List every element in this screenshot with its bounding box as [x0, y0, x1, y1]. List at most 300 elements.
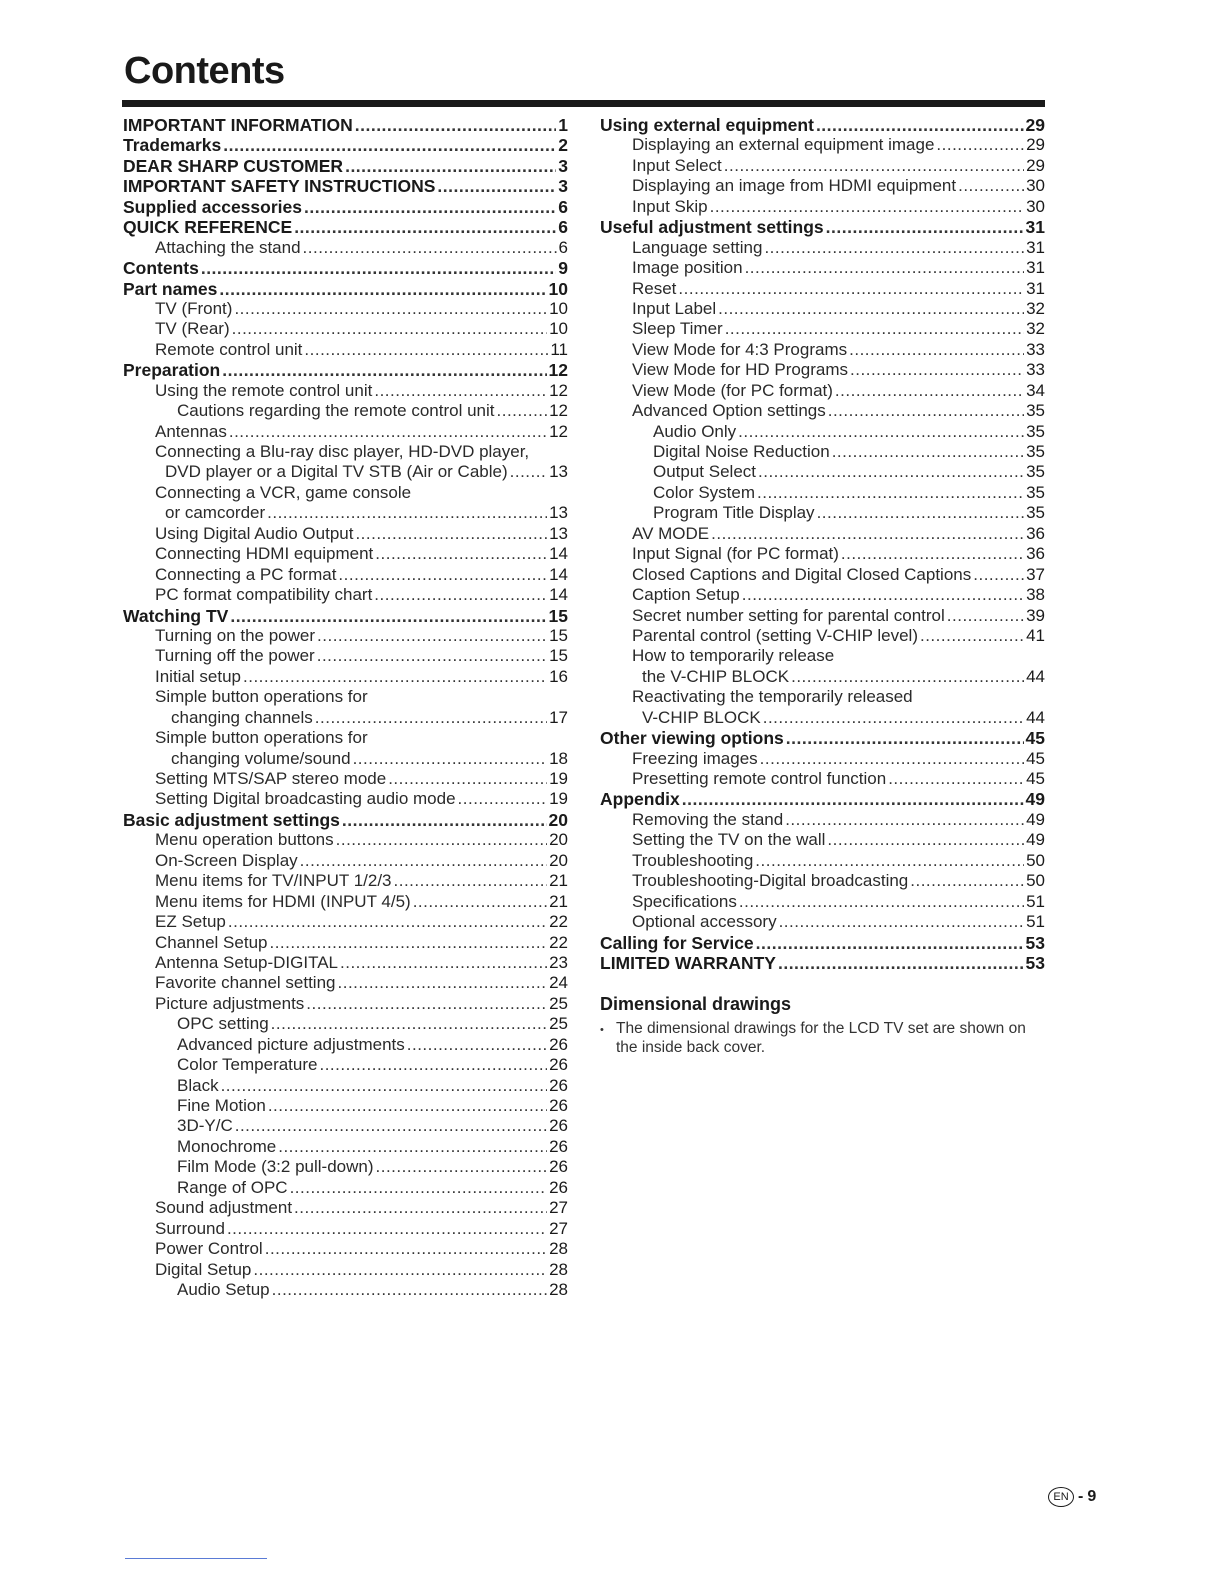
- toc-leader-dots: [832, 442, 1024, 462]
- toc-leader-dots: [234, 299, 547, 319]
- toc-entry[interactable]: [600, 626, 1045, 646]
- toc-entry-title: DVD player or a Digital TV STB (Air or Cable): [165, 462, 508, 482]
- toc-entry-title: Sleep Timer: [632, 319, 723, 339]
- toc-entry-title: Monochrome: [177, 1136, 277, 1156]
- toc-entry-title: IMPORTANT SAFETY INSTRUCTIONS: [123, 176, 436, 197]
- toc-entry-page: 29: [1026, 135, 1045, 155]
- toc-entry[interactable]: [123, 646, 568, 666]
- toc-entry-page: 28: [549, 1259, 568, 1279]
- toc-leader-dots: [757, 483, 1024, 503]
- toc-entry-page: 15: [549, 646, 568, 666]
- toc-entry[interactable]: [600, 340, 1045, 360]
- toc-entry-page: 36: [1026, 544, 1045, 564]
- toc-entry[interactable]: [123, 1076, 568, 1096]
- toc-entry[interactable]: [123, 769, 568, 789]
- toc-entry-page: 12: [549, 380, 568, 400]
- toc-entry[interactable]: [123, 442, 568, 462]
- toc-section-entry[interactable]: [123, 810, 568, 830]
- toc-entry-title: EZ Setup: [155, 912, 226, 932]
- toc-entry-title: Useful adjustment settings: [600, 217, 824, 238]
- toc-leader-dots: [827, 830, 1024, 850]
- toc-section-entry[interactable]: [123, 156, 568, 176]
- toc-entry[interactable]: [123, 749, 568, 769]
- toc-entry-title: Channel Setup: [155, 932, 268, 952]
- toc-leader-dots: [375, 544, 547, 564]
- toc-leader-dots: [678, 279, 1024, 299]
- toc-leader-dots: [221, 1076, 548, 1096]
- toc-leader-dots: [388, 769, 547, 789]
- toc-section-entry[interactable]: [600, 789, 1045, 809]
- toc-entry-title: Antenna Setup-DIGITAL: [155, 952, 339, 972]
- toc-entry[interactable]: [123, 1280, 568, 1300]
- toc-section-entry[interactable]: [600, 953, 1045, 973]
- toc-entry[interactable]: [123, 238, 568, 258]
- toc-leader-dots: [710, 197, 1024, 217]
- toc-entry-page: 28: [549, 1279, 568, 1299]
- toc-entry[interactable]: [123, 892, 568, 912]
- toc-entry[interactable]: [123, 1178, 568, 1198]
- toc-leader-dots: [253, 1260, 547, 1280]
- toc-leader-dots: [973, 565, 1024, 585]
- toc-entry-page: 14: [549, 585, 568, 605]
- toc-entry-page: 26: [549, 1157, 568, 1177]
- toc-entry[interactable]: [123, 1096, 568, 1116]
- toc-entry[interactable]: [600, 401, 1045, 421]
- toc-section-entry[interactable]: [600, 217, 1045, 237]
- toc-leader-dots: [936, 135, 1024, 155]
- toc-leader-dots: [682, 789, 1024, 809]
- toc-entry-title: Setting the TV on the wall: [632, 830, 826, 850]
- toc-leader-dots: [338, 565, 547, 585]
- toc-entry-title: Watching TV: [123, 605, 229, 626]
- toc-entry-page: 12: [548, 360, 568, 381]
- toc-entry-page: 49: [1025, 789, 1045, 810]
- toc-entry-page: 24: [549, 973, 568, 993]
- toc-leader-dots: [458, 789, 548, 809]
- toc-entry[interactable]: [123, 994, 568, 1014]
- toc-leader-dots: [304, 197, 556, 217]
- toc-entry-title: Displaying an external equipment image: [632, 135, 935, 155]
- toc-entry[interactable]: [600, 667, 1045, 687]
- toc-entry-title: Digital Setup: [155, 1259, 252, 1279]
- toc-entry[interactable]: [600, 279, 1045, 299]
- toc-entry[interactable]: [600, 912, 1045, 932]
- toc-entry[interactable]: [123, 728, 568, 748]
- toc-entry-title: DEAR SHARP CUSTOMER: [123, 155, 344, 176]
- toc-entry-page: 37: [1026, 564, 1045, 584]
- toc-entry-page: 35: [1026, 462, 1045, 482]
- toc-entry-title: Troubleshooting-Digital broadcasting: [632, 871, 909, 891]
- toc-entry[interactable]: [600, 483, 1045, 503]
- toc-leader-dots: [294, 1198, 547, 1218]
- toc-entry[interactable]: [123, 973, 568, 993]
- toc-entry-page: 15: [549, 625, 568, 645]
- toc-leader-dots: [222, 360, 546, 380]
- toc-entry-page: 49: [1026, 809, 1045, 829]
- toc-entry-page: 19: [549, 789, 568, 809]
- toc-entry[interactable]: [123, 524, 568, 544]
- toc-entry-title: Power Control: [155, 1239, 263, 1259]
- toc-entry-page: 22: [549, 932, 568, 952]
- toc-entry-page: 21: [549, 871, 568, 891]
- toc-entry-page: 20: [549, 850, 568, 870]
- toc-entry-page: 13: [549, 462, 568, 482]
- toc-entry[interactable]: [123, 789, 568, 809]
- toc-leader-dots: [230, 606, 546, 626]
- toc-entry[interactable]: [123, 851, 568, 871]
- toc-entry-title: Advanced Option settings: [632, 401, 826, 421]
- toc-entry[interactable]: [123, 340, 568, 360]
- toc-entry-page: 25: [549, 1014, 568, 1034]
- toc-leader-dots: [290, 1178, 548, 1198]
- toc-entry-page: 34: [1026, 380, 1045, 400]
- toc-entry[interactable]: [600, 749, 1045, 769]
- toc-entry-page: 32: [1026, 319, 1045, 339]
- toc-entry[interactable]: [600, 871, 1045, 891]
- toc-leader-dots: [294, 217, 556, 237]
- toc-entry-title: Black: [177, 1075, 219, 1095]
- toc-entry-page: 44: [1026, 707, 1045, 727]
- dimensional-drawings-note: [600, 1019, 1050, 1057]
- toc-entry-page: 33: [1026, 360, 1045, 380]
- toc-entry-page: 35: [1026, 442, 1045, 461]
- toc-entry-page: 14: [549, 544, 568, 564]
- toc-entry[interactable]: [600, 442, 1045, 462]
- toc-entry-page: 13: [549, 503, 568, 523]
- toc-entry-title: Calling for Service: [600, 932, 754, 953]
- toc-entry-page: 22: [549, 912, 568, 932]
- toc-entry-title: Remote control unit: [155, 339, 303, 359]
- toc-entry[interactable]: [123, 565, 568, 585]
- toc-entry-title: changing volume/sound: [171, 748, 351, 768]
- toc-entry[interactable]: [123, 1260, 568, 1280]
- toc-section-entry[interactable]: [123, 360, 568, 380]
- toc-leader-dots: [947, 606, 1024, 626]
- toc-entry-title: Input Skip: [632, 196, 708, 216]
- toc-entry-title: Antennas: [155, 421, 227, 441]
- toc-section-entry[interactable]: [123, 176, 568, 196]
- toc-entry-title: Color System: [653, 482, 756, 502]
- toc-leader-dots: [779, 912, 1025, 932]
- toc-entry-page: 21: [549, 891, 568, 911]
- toc-leader-dots: [272, 1280, 547, 1300]
- toc-entry-title: Presetting remote control function: [632, 769, 887, 788]
- toc-entry-title: OPC setting: [177, 1014, 269, 1034]
- toc-leader-dots: [219, 279, 546, 299]
- toc-entry-title: Simple button operations for: [155, 687, 368, 707]
- toc-section-entry[interactable]: [600, 728, 1045, 748]
- toc-entry-page: 1: [558, 115, 568, 135]
- toc-entry-title: Secret number setting for parental control: [632, 605, 945, 625]
- toc-entry-page: 26: [549, 1055, 568, 1075]
- toc-entry[interactable]: [600, 381, 1045, 401]
- toc-entry[interactable]: [600, 176, 1045, 196]
- toc-entry-title: Language setting: [632, 237, 763, 257]
- toc-entry-title: Using Digital Audio Output: [155, 523, 354, 543]
- toc-entry-page: 20: [549, 830, 568, 850]
- toc-leader-dots: [374, 585, 547, 605]
- toc-entry-title: Attaching the stand: [155, 237, 301, 257]
- toc-entry-title: Reset: [632, 278, 677, 298]
- toc-entry[interactable]: [600, 503, 1045, 523]
- toc-leader-dots: [739, 892, 1024, 912]
- toc-entry[interactable]: [123, 912, 568, 932]
- toc-entry-page: 45: [1025, 728, 1045, 749]
- toc-entry-title: PC format compatibility chart: [155, 585, 373, 605]
- toc-entry-page: 31: [1026, 237, 1045, 257]
- toc-entry-title: Connecting a VCR, game console: [155, 482, 412, 502]
- toc-entry[interactable]: [123, 1055, 568, 1075]
- toc-entry-page: 26: [549, 1034, 568, 1054]
- toc-entry[interactable]: [600, 585, 1045, 605]
- toc-entry-title: Turning off the power: [155, 646, 315, 666]
- toc-entry-title: or camcorder: [165, 503, 266, 523]
- page-number-value: 9: [1087, 1488, 1097, 1505]
- toc-entry-page: 38: [1026, 585, 1045, 605]
- toc-entry-title: Program Title Display: [653, 503, 815, 523]
- toc-entry[interactable]: [123, 299, 568, 319]
- toc-entry[interactable]: [600, 135, 1045, 155]
- toc-entry-page: 16: [549, 666, 568, 686]
- toc-entry-page: 26: [549, 1116, 568, 1136]
- toc-section-entry[interactable]: [123, 217, 568, 237]
- toc-entry[interactable]: [123, 1157, 568, 1177]
- toc-entry[interactable]: [600, 462, 1045, 482]
- toc-entry[interactable]: [123, 422, 568, 442]
- toc-entry[interactable]: [123, 708, 568, 728]
- toc-leader-dots: [785, 810, 1024, 830]
- toc-leader-dots: [760, 749, 1024, 769]
- toc-leader-dots: [816, 115, 1024, 135]
- toc-leader-dots: [817, 503, 1025, 523]
- toc-leader-dots: [738, 422, 1024, 442]
- toc-entry-title: Menu operation buttons: [155, 830, 334, 850]
- toc-entry-title: Closed Captions and Digital Closed Captions: [632, 564, 972, 584]
- toc-section-entry[interactable]: [123, 115, 568, 135]
- toc-entry-page: 12: [549, 401, 568, 421]
- toc-entry[interactable]: [123, 667, 568, 687]
- toc-leader-dots: [304, 340, 548, 360]
- toc-leader-dots: [228, 912, 547, 932]
- toc-entry[interactable]: [600, 851, 1045, 871]
- toc-leader-dots: [778, 953, 1024, 973]
- toc-entry-page: 26: [549, 1075, 568, 1095]
- toc-entry-title: Trademarks: [123, 135, 222, 156]
- toc-entry[interactable]: [600, 156, 1045, 176]
- toc-entry-title: Input Select: [632, 155, 722, 175]
- toc-entry-title: Menu items for TV/INPUT 1/2/3: [155, 871, 392, 891]
- toc-leader-dots: [317, 646, 547, 666]
- toc-entry-title: Freezing images: [632, 748, 758, 768]
- toc-entry[interactable]: [123, 544, 568, 564]
- toc-entry[interactable]: [600, 360, 1045, 380]
- toc-entry[interactable]: [123, 1137, 568, 1157]
- toc-entry[interactable]: [123, 1014, 568, 1034]
- toc-leader-dots: [201, 258, 556, 278]
- toc-entry-page: 53: [1025, 932, 1045, 953]
- toc-entry-page: 30: [1026, 196, 1045, 216]
- toc-section-entry[interactable]: [123, 197, 568, 217]
- toc-entry[interactable]: [123, 319, 568, 339]
- toc-entry-page: 31: [1025, 217, 1045, 238]
- toc-leader-dots: [306, 994, 547, 1014]
- toc-entry-page: 51: [1026, 891, 1045, 911]
- toc-entry[interactable]: [600, 892, 1045, 912]
- page-number: [1048, 1487, 1096, 1507]
- toc-entry-title: Reactivating the temporarily released: [632, 687, 913, 707]
- toc-entry[interactable]: [123, 1116, 568, 1136]
- toc-entry-page: 33: [1026, 339, 1045, 359]
- toc-entry-page: 10: [549, 319, 568, 339]
- toc-entry[interactable]: [123, 1219, 568, 1239]
- toc-leader-dots: [229, 422, 547, 442]
- toc-leader-dots: [718, 299, 1024, 319]
- toc-entry-title: Audio Only: [653, 421, 737, 441]
- toc-leader-dots: [756, 933, 1024, 953]
- toc-entry[interactable]: [600, 646, 1045, 666]
- toc-leader-dots: [724, 156, 1024, 176]
- toc-leader-dots: [755, 851, 1024, 871]
- toc-entry-title: Optional accessory: [632, 912, 777, 932]
- toc-leader-dots: [336, 830, 547, 850]
- toc-leader-dots: [958, 176, 1024, 196]
- toc-leader-dots: [303, 238, 557, 258]
- toc-entry-title: Supplied accessories: [123, 196, 302, 217]
- toc-entry[interactable]: [123, 401, 568, 421]
- toc-entry-title: Setting MTS/SAP stereo mode: [155, 769, 387, 788]
- toc-entry-page: 26: [549, 1136, 568, 1156]
- toc-entry[interactable]: [123, 462, 568, 482]
- toc-section-entry[interactable]: [123, 135, 568, 155]
- toc-entry[interactable]: [123, 381, 568, 401]
- toc-section-entry[interactable]: [123, 606, 568, 626]
- toc-entry-title: Color Temperature: [177, 1055, 318, 1075]
- toc-entry[interactable]: [123, 585, 568, 605]
- toc-entry-page: 3: [558, 176, 568, 197]
- toc-entry-title: Connecting a Blu-ray disc player, HD-DVD player,: [155, 442, 530, 461]
- toc-entry[interactable]: [600, 258, 1045, 278]
- toc-entry-page: 39: [1026, 605, 1045, 625]
- toc-entry-title: Contents: [123, 258, 199, 279]
- toc-leader-dots: [376, 1157, 548, 1177]
- toc-entry[interactable]: [600, 197, 1045, 217]
- toc-entry[interactable]: [600, 565, 1045, 585]
- toc-entry-page: 49: [1026, 830, 1045, 850]
- toc-entry-title: Surround: [155, 1218, 225, 1238]
- toc-entry-title: V-CHIP BLOCK: [642, 707, 761, 727]
- toc-entry-page: 35: [1026, 401, 1045, 421]
- toc-entry[interactable]: [123, 687, 568, 707]
- toc-entry[interactable]: [123, 933, 568, 953]
- toc-entry[interactable]: [123, 483, 568, 503]
- toc-entry[interactable]: [600, 708, 1045, 728]
- toc-leader-dots: [345, 156, 556, 176]
- toc-entry[interactable]: [123, 1198, 568, 1218]
- toc-entry[interactable]: [600, 810, 1045, 830]
- toc-leader-dots: [232, 319, 547, 339]
- toc-entry[interactable]: [123, 871, 568, 891]
- toc-leader-dots: [300, 851, 547, 871]
- toc-entry[interactable]: [600, 769, 1045, 789]
- toc-section-entry[interactable]: [600, 933, 1045, 953]
- toc-entry-title: Simple button operations for: [155, 728, 368, 748]
- toc-entry-page: 25: [549, 993, 568, 1013]
- toc-leader-dots: [763, 708, 1024, 728]
- toc-entry-page: 45: [1026, 769, 1045, 788]
- toc-entry-title: Caption Setup: [632, 585, 740, 605]
- toc-entry-title: Film Mode (3:2 pull-down): [177, 1157, 374, 1177]
- toc-entry[interactable]: [123, 1239, 568, 1259]
- toc-entry-page: 23: [549, 952, 568, 972]
- toc-leader-dots: [315, 708, 547, 728]
- toc-section-entry[interactable]: [123, 279, 568, 299]
- toc-section-entry[interactable]: [600, 115, 1045, 135]
- toc-leader-dots: [394, 871, 548, 891]
- toc-entry[interactable]: [123, 503, 568, 523]
- toc-entry-title: Digital Noise Reduction: [653, 442, 830, 461]
- toc-entry-page: 3: [558, 155, 568, 176]
- toc-leader-dots: [826, 217, 1024, 237]
- toc-entry[interactable]: [600, 544, 1045, 564]
- toc-entry[interactable]: [123, 953, 568, 973]
- toc-leader-dots: [235, 1116, 547, 1136]
- toc-leader-dots: [764, 238, 1024, 258]
- toc-leader-dots: [742, 585, 1024, 605]
- toc-leader-dots: [758, 462, 1024, 482]
- toc-entry-page: 14: [549, 564, 568, 584]
- toc-entry-title: Audio Setup: [177, 1279, 270, 1299]
- toc-entry[interactable]: [600, 299, 1045, 319]
- toc-entry[interactable]: [600, 830, 1045, 850]
- toc-leader-dots: [223, 135, 556, 155]
- toc-entry[interactable]: [600, 687, 1045, 707]
- toc-left-column: [123, 115, 568, 1300]
- toc-entry[interactable]: [123, 1035, 568, 1055]
- toc-entry[interactable]: [600, 606, 1045, 626]
- toc-entry[interactable]: [600, 238, 1045, 258]
- toc-entry-title: Connecting a PC format: [155, 564, 337, 584]
- toc-leader-dots: [413, 892, 547, 912]
- toc-entry-page: 10: [548, 278, 568, 299]
- toc-section-entry[interactable]: [123, 258, 568, 278]
- toc-leader-dots: [268, 1096, 547, 1116]
- toc-leader-dots: [319, 1055, 547, 1075]
- toc-entry-page: 11: [550, 339, 568, 359]
- toc-entry-title: Setting Digital broadcasting audio mode: [155, 789, 456, 809]
- toc-entry[interactable]: [600, 422, 1045, 442]
- toc-entry-page: 6: [558, 196, 568, 217]
- toc-entry[interactable]: [123, 830, 568, 850]
- toc-entry-title: Initial setup: [155, 666, 241, 686]
- toc-entry-title: Specifications: [632, 891, 737, 911]
- toc-entry[interactable]: [600, 524, 1045, 544]
- toc-entry-page: 31: [1026, 278, 1045, 298]
- toc-entry[interactable]: [123, 626, 568, 646]
- toc-entry-page: 2: [558, 135, 568, 156]
- toc-entry-page: 18: [549, 748, 568, 768]
- toc-entry-page: 15: [548, 605, 568, 626]
- toc-entry-page: 10: [549, 298, 568, 318]
- toc-entry[interactable]: [600, 319, 1045, 339]
- toc-entry-page: 45: [1026, 748, 1045, 768]
- toc-entry-page: 30: [1026, 176, 1045, 196]
- toc-entry-title: Appendix: [600, 789, 680, 810]
- toc-entry-page: 28: [549, 1239, 568, 1259]
- dimensional-drawings-text: The dimensional drawings for the LCD TV set are shown on the inside back cover.: [616, 1020, 1026, 1056]
- toc-entry-page: 27: [549, 1218, 568, 1238]
- toc-leader-dots: [374, 381, 547, 401]
- toc-leader-dots: [353, 749, 548, 769]
